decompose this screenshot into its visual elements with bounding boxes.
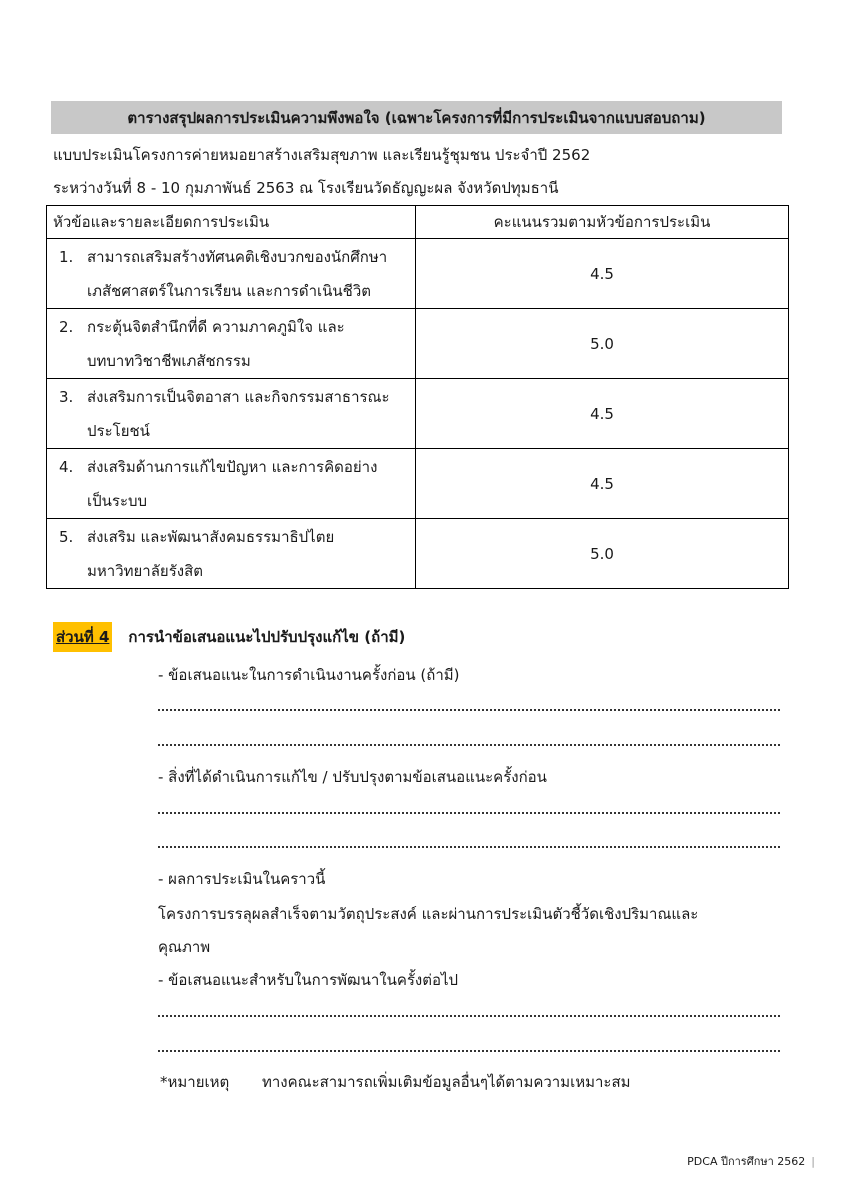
item-text-line1: สามารถเสริมสร้างทัศนคติเชิงบวกของนักศึกษา [87,247,388,266]
item-text-line2: มหาวิทยาลัยรังสิต [87,561,203,580]
criteria-cell [47,379,416,449]
item-text-line2: ประโยชน์ [87,421,150,440]
item-number: 2. [59,317,74,336]
actions-taken-label: - สิ่งที่ได้ดำเนินการแก้ไข / ปรับปรุงตามข้อเสนอแนะครั้งก่อน [158,768,547,786]
table-header-row [47,206,789,239]
score-cell: 4.5 [416,379,789,449]
score-cell: 5.0 [416,309,789,379]
item-text-line2: เป็นระบบ [87,491,148,510]
item-number: 3. [59,387,74,406]
item-text-line1: ส่งเสริมการเป็นจิตอาสา และกิจกรรมสาธารณะ [87,387,390,406]
note-label: *หมายเหตุ [160,1073,230,1091]
note [160,1070,631,1094]
section-4-heading [53,622,405,652]
table-row [47,379,789,449]
next-suggestions-label: - ข้อเสนอแนะสำหรับในการพัฒนาในครั้งต่อไป [158,971,459,989]
footer-text: PDCA ปีการศึกษา 2562 [687,1155,806,1168]
item-number: 1. [59,247,74,266]
dotted-line [158,744,780,746]
dotted-line [158,1050,780,1052]
header-score: คะแนนรวมตามหัวข้อการประเมิน [416,206,789,239]
score-cell: 4.5 [416,239,789,309]
criteria-cell [47,449,416,519]
result-text-line1: โครงการบรรลุผลสำเร็จตามวัตถุประสงค์ และผ่านการประเมินตัวชี้วัดเชิงปริมาณและ [158,905,699,923]
item-number: 4. [59,457,74,476]
summary-table-title: ตารางสรุปผลการประเมินความพึงพอใจ (เฉพาะโครงการที่มีการประเมินจากแบบสอบถาม) [51,101,782,134]
result-text-line2: คุณภาพ [158,938,211,956]
table-row [47,309,789,379]
current-results-label: - ผลการประเมินในคราวนี้ [158,870,326,888]
table-row [47,449,789,519]
dotted-line [158,846,780,848]
note-text: ทางคณะสามารถเพิ่มเติมข้อมูลอื่นๆได้ตามความเหมาะสม [262,1073,631,1091]
dotted-line [158,1015,780,1017]
item-text-line1: ส่งเสริม และพัฒนาสังคมธรรมาธิปไตย [87,527,335,546]
item-text-line2: เภสัชศาสตร์ในการเรียน และการดำเนินชีวิต [87,281,372,300]
evaluation-name: แบบประเมินโครงการค่ายหมอยาสร้างเสริมสุขภาพ และเรียนรู้ชุมชน ประจำปี 2562 [53,146,591,164]
footer-separator: | [811,1154,815,1168]
item-number: 5. [59,527,74,546]
evaluation-date-location: ระหว่างวันที่ 8 - 10 กุมภาพันธ์ 2563 ณ โรงเรียนวัดธัญญะผล จังหวัดปทุมธานี [53,179,559,197]
item-text-line1: กระตุ้นจิตสำนึกที่ดี ความภาคภูมิใจ และ [87,317,345,336]
dotted-line [158,812,780,814]
score-cell: 5.0 [416,519,789,589]
criteria-cell [47,519,416,589]
table-row [47,239,789,309]
table-row [47,519,789,589]
dotted-line [158,709,780,711]
score-cell: 4.5 [416,449,789,519]
header-criteria: หัวข้อและรายละเอียดการประเมิน [47,206,416,239]
criteria-cell [47,239,416,309]
page-footer [687,1152,815,1170]
item-text-line2: บทบาทวิชาชีพเภสัชกรรม [87,351,251,370]
section-title: การนำข้อเสนอแนะไปปรับปรุงแก้ไข (ถ้ามี) [128,628,406,646]
evaluation-table [46,205,789,589]
item-text-line1: ส่งเสริมด้านการแก้ไขปัญหา และการคิดอย่าง [87,457,378,476]
previous-suggestions-label: - ข้อเสนอแนะในการดำเนินงานครั้งก่อน (ถ้ามี) [158,666,460,684]
criteria-cell [47,309,416,379]
section-badge: ส่วนที่ 4 [53,622,112,652]
